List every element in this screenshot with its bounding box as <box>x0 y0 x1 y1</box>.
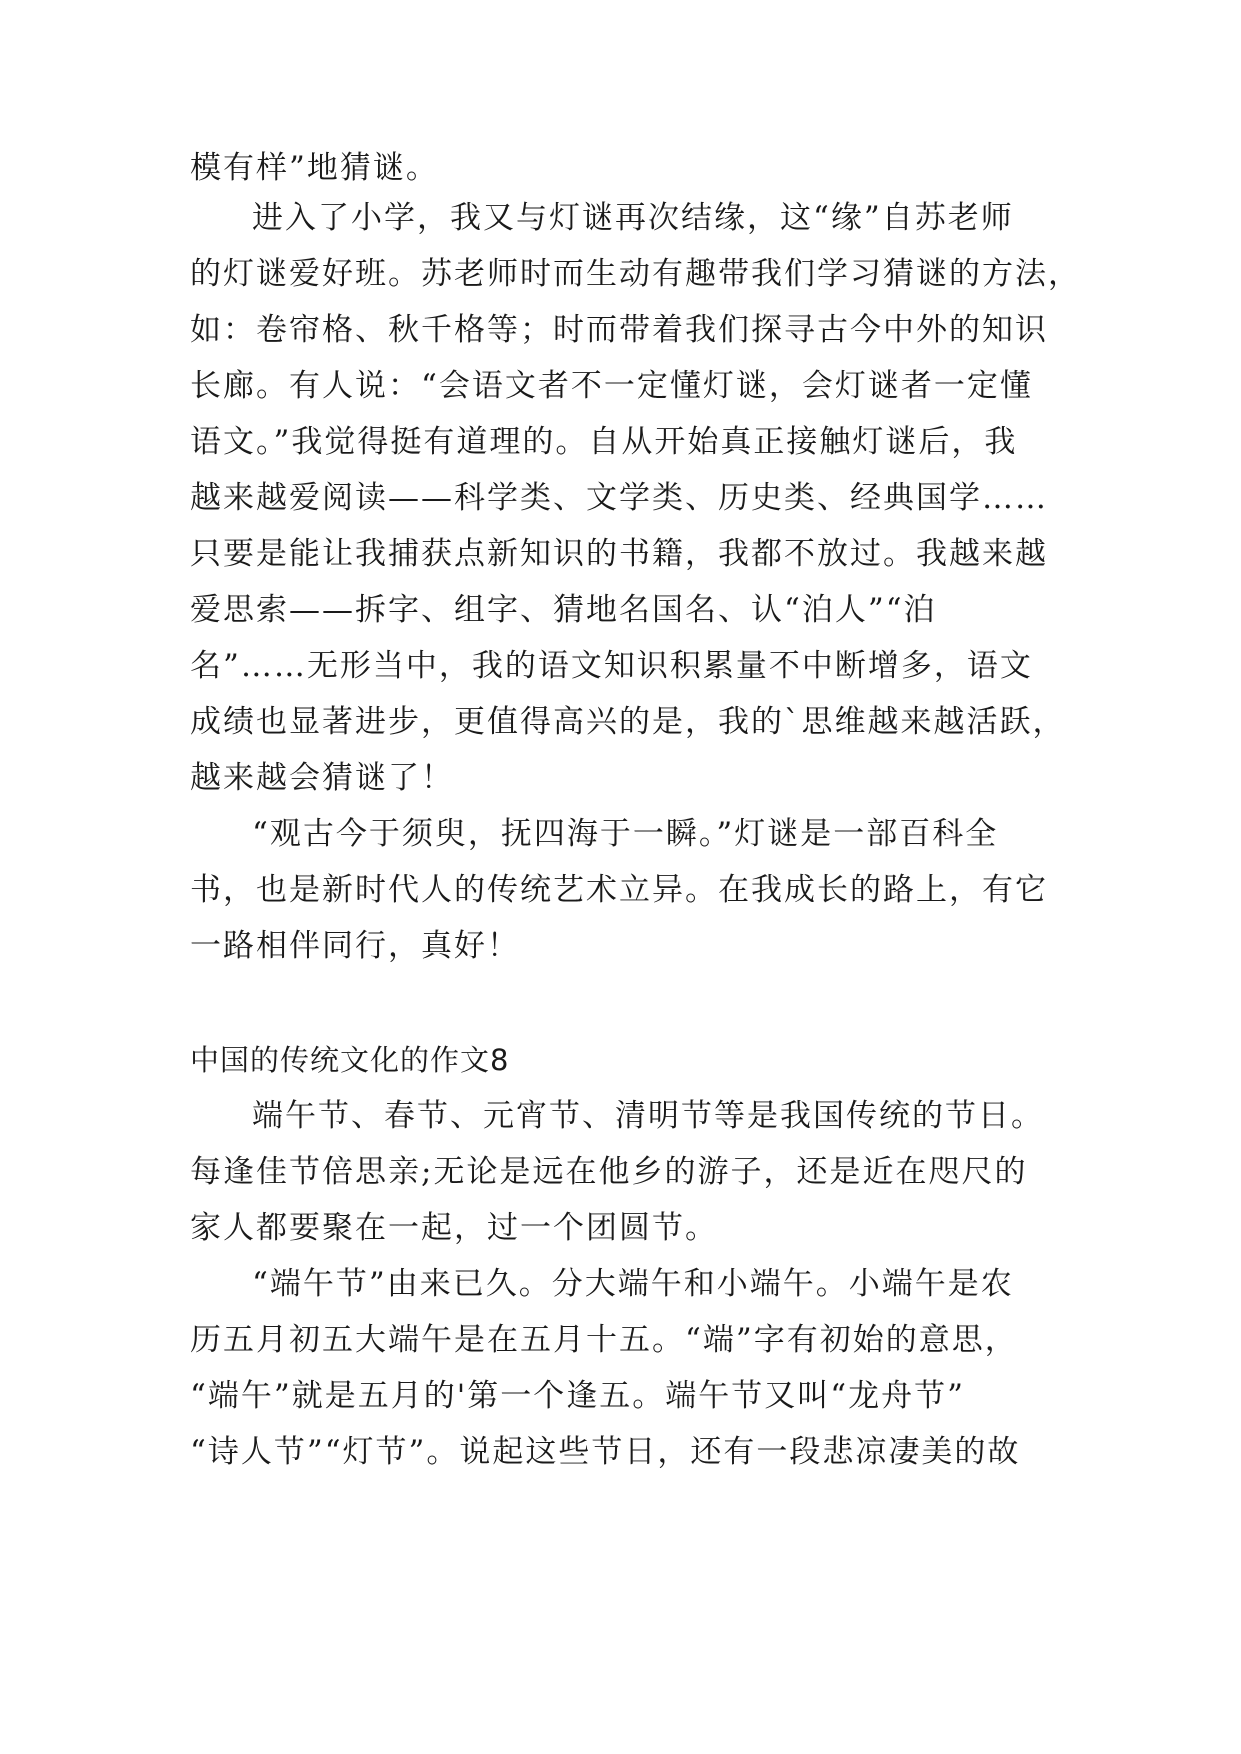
paragraph-first-line: 端午节、春节、元宵节、清明节等是我国传统的节日。 <box>252 1098 1044 1134</box>
text-line: 一路相伴同行，真好！ <box>190 928 520 964</box>
text-line: 越来越会猜谜了！ <box>190 760 454 796</box>
section-heading: 中国的传统文化的作文8 <box>190 1043 510 1077</box>
text-line: 模有样”地猜谜。 <box>190 150 439 186</box>
text-line: “端午”就是五月的'第一个逢五。端午节又叫“龙舟节” <box>190 1378 965 1414</box>
paragraph-first-line: 进入了小学，我又与灯谜再次结缘，这“缘”自苏老师 <box>252 200 1014 236</box>
text-line: 成绩也显著进步，更值得高兴的是，我的`思维越来越活跃， <box>190 704 1066 740</box>
text-line: 长廊。有人说：“会语文者不一定懂灯谜，会灯谜者一定懂 <box>190 368 1033 404</box>
text-line: 如：卷帘格、秋千格等；时而带着我们探寻古今中外的知识 <box>190 312 1048 348</box>
text-line: 语文。”我觉得挺有道理的。自从开始真正接触灯谜后，我 <box>190 424 1018 460</box>
text-line: 家人都要聚在一起，过一个团圆节。 <box>190 1210 718 1246</box>
text-line: 书，也是新时代人的传统艺术立异。在我成长的路上，有它 <box>190 872 1048 908</box>
text-line: “诗人节”“灯节”。说起这些节日，还有一段悲凉凄美的故 <box>190 1434 1021 1470</box>
text-line: 历五月初五大端午是在五月十五。“端”字有初始的意思， <box>190 1322 1018 1358</box>
text-line: 只要是能让我捕获点新知识的书籍，我都不放过。我越来越 <box>190 536 1048 572</box>
text-line: 爱思索——拆字、组字、猜地名国名、认“泊人”“泊 <box>190 592 937 628</box>
text-line: 名”……无形当中，我的语文知识积累量不中断增多，语文 <box>190 648 1033 684</box>
text-line: 的灯谜爱好班。苏老师时而生动有趣带我们学习猜谜的方法， <box>190 256 1081 292</box>
text-line: 每逢佳节倍思亲;无论是远在他乡的游子，还是近在咫尺的 <box>190 1154 1028 1190</box>
paragraph-first-line: “端午节”由来已久。分大端午和小端午。小端午是农 <box>252 1266 1014 1302</box>
text-line: 越来越爱阅读——科学类、文学类、历史类、经典国学…… <box>190 480 1048 516</box>
paragraph-first-line: “观古今于须臾，抚四海于一瞬。”灯谜是一部百科全 <box>252 816 999 852</box>
